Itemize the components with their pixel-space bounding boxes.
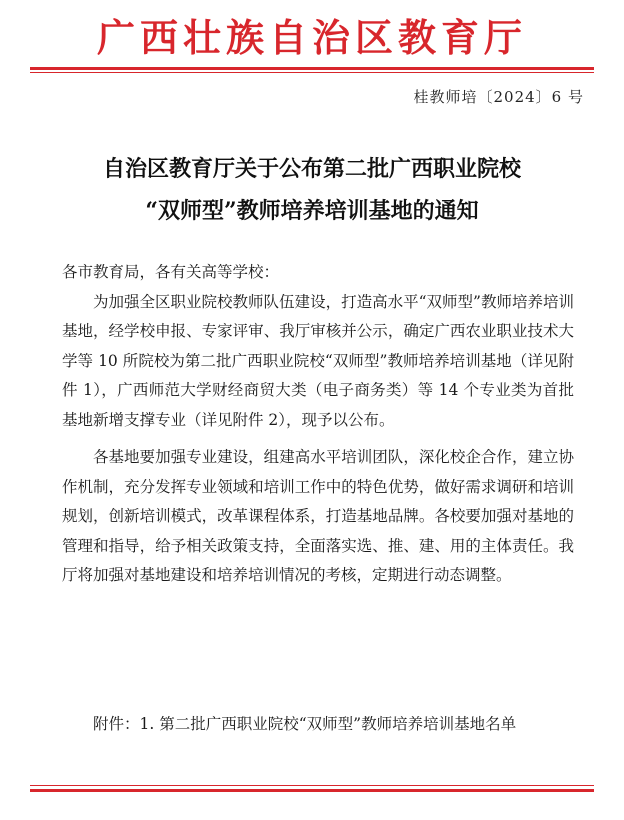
body-paragraph-1: 为加强全区职业院校教师队伍建设，打造高水平“双师型”教师培养培训基地，经学校申报、专家评审、我厅审核并公示，确定广西农业职业技术大学等 10 所院校为第二批广西职业院校“双师型”教师培养培训基地（详见附件 1），广西师范大学财经商贸大类（电子商务类）等 14 个专业类为首批基地新增支撑专业（详见附件 2），现予以公布。: [62, 292, 574, 429]
document-number: 桂教师培〔2024〕6 号: [413, 88, 584, 106]
masthead-org-name: 广西壮族自治区教育厅: [96, 15, 527, 60]
body-paragraph-2: 各基地要加强专业建设，组建高水平培训团队，深化校企合作，建立协作机制，充分发挥专业领域和培训工作中的特色优势，做好需求调研和培训规划，创新培训模式，改革课程体系，打造基地品牌。各校要加强对基地的管理和指导，给予相关政策支持，全面落实选、推、建、用的主体责任。我厅将加强对基地建设和培养培训情况的考核，定期进行动态调整。: [62, 448, 574, 584]
masthead-rule-thin: [30, 72, 594, 73]
attachment-line: 附件：1. 第二批广西职业院校“双师型”教师培养培训基地名单: [93, 715, 517, 733]
title-line-2: “双师型”教师培养培训基地的通知: [145, 198, 479, 224]
footer-rule-thin: [30, 785, 594, 786]
masthead-rule-thick: [30, 67, 594, 70]
footer-rule-thick: [30, 789, 594, 792]
document-title: [30, 148, 594, 232]
salutation: 各市教育局，各有关高等学校：: [62, 263, 280, 281]
document-body: [62, 258, 574, 591]
title-line-1: 自治区教育厅关于公布第二批广西职业院校: [102, 156, 521, 182]
